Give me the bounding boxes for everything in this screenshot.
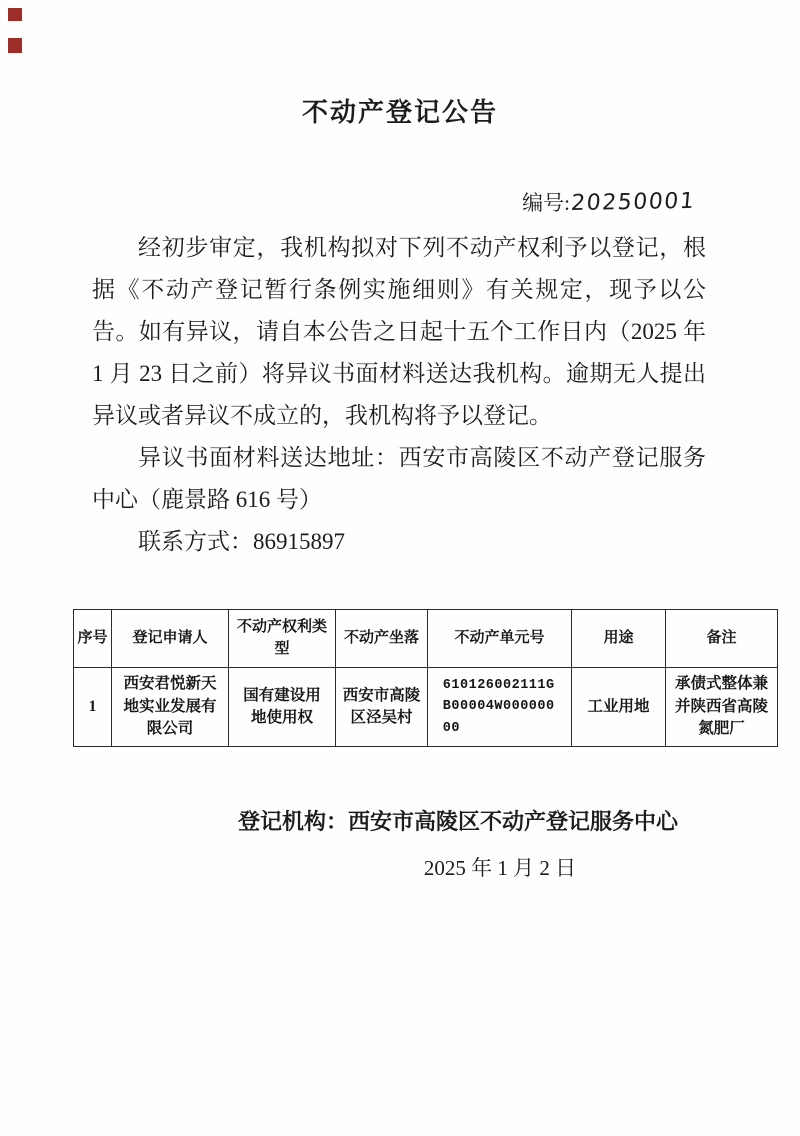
- notice-paragraph-main: 经初步审定，我机构拟对下列不动产权利予以登记，根据《不动产登记暂行条例实施细则》有关规定，现予以公告。如有异议，请自本公告之日起十五个工作日内（2025 年 1 月 23 日之前）将异议书面材料送达我机构。逾期无人提出异议或者异议不成立的，我机构将予以登记。: [92, 235, 706, 428]
- table-cell: 西安市高陵区泾吴村: [336, 668, 428, 747]
- notice-body: [92, 227, 706, 563]
- red-scan-mark-top: [8, 8, 22, 21]
- document-number-value: 20250001: [570, 188, 697, 216]
- table-cell: 国有建设用地使用权: [229, 668, 336, 747]
- registration-authority: 登记机构：西安市高陵区不动产登记服务中心: [237, 809, 678, 834]
- table-header-cell: 不动产单元号: [428, 610, 572, 668]
- notice-date: 2025 年 1 月 2 日: [423, 856, 577, 880]
- red-scan-mark-bottom: [8, 38, 22, 53]
- table-header-cell: 不动产权利类型: [229, 610, 336, 668]
- table-header-cell: 用途: [572, 610, 666, 668]
- table-cell: 工业用地: [572, 668, 666, 747]
- registration-table: [73, 609, 778, 747]
- unit-number: 610126002111GB00004W00000000: [442, 677, 555, 736]
- registration-table-body: [74, 668, 778, 747]
- table-header-cell: 登记申请人: [112, 610, 229, 668]
- table-header-cell: 备注: [666, 610, 778, 668]
- table-cell: 西安君悦新天地实业发展有限公司: [112, 668, 229, 747]
- table-cell: 1: [74, 668, 112, 747]
- registration-table-header: [74, 610, 778, 668]
- table-cell: 承债式整体兼并陕西省高陵氮肥厂: [666, 668, 778, 747]
- table-header-cell: 序号: [74, 610, 112, 668]
- document-number-line: [0, 187, 800, 217]
- table-header-cell: 不动产坐落: [336, 610, 428, 668]
- table-row: [74, 668, 778, 747]
- page-title: 不动产登记公告: [301, 98, 498, 127]
- notice-paragraph-address: 异议书面材料送达地址：西安市高陵区不动产登记服务中心（鹿景路 616 号）: [92, 445, 706, 512]
- table-cell: [428, 668, 572, 747]
- notice-paragraph-contact: 联系方式：86915897: [138, 529, 345, 554]
- document-number-label: 编号:: [522, 191, 571, 215]
- table-header-row: [74, 610, 778, 668]
- footer: [0, 799, 800, 891]
